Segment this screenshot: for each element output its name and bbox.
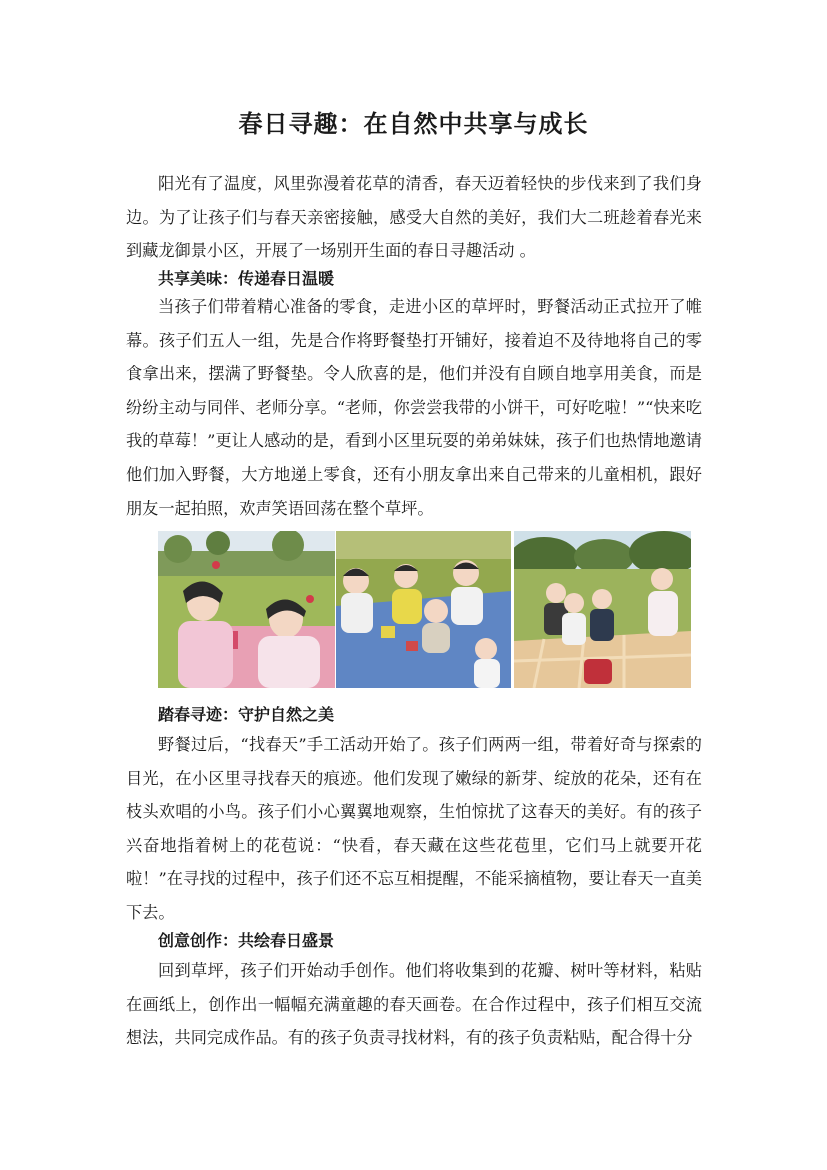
photo-picnic-blue-blanket bbox=[336, 531, 511, 688]
section-heading-sharing: 共享美味：传递春日温暖 bbox=[158, 269, 335, 288]
page-title: 春日寻趣：在自然中共享与成长 bbox=[238, 109, 589, 138]
intro-paragraph: 阳光有了温度，风里弥漫着花草的清香，春天迈着轻快的步伐来到了我们身边。为了让孩子们与春天亲密接触，感受大自然的美好，我们大二班趁着春光来到藏龙御景小区，开展了一场别开生面的春日寻趣活动 。 bbox=[126, 174, 702, 261]
section-heading-exploring: 踏春寻迹：守护自然之美 bbox=[158, 705, 335, 724]
section-text-creating: 回到草坪，孩子们开始动手创作。他们将收集到的花瓣、树叶等材料，粘贴在画纸上，创作出一幅幅充满童趣的春天画卷。在合作过程中，孩子们相互交流想法，共同完成作品。有的孩子负责寻找材料，有的孩子负责粘贴，配合得十分 bbox=[126, 961, 702, 1048]
photo-picnic-plaid-blanket bbox=[514, 531, 691, 688]
section-text-sharing: 当孩子们带着精心准备的零食，走进小区的草坪时，野餐活动正式拉开了帷幕。孩子们五人一组，先是合作将野餐垫打开铺好，接着迫不及待地将自己的零食拿出来，摆满了野餐垫。令人欣喜的是，他们并没有自顾自地享用美食，而是纷纷主动与同伴、老师分享。“老师，你尝尝我带的小饼干，可好吃啦！”“快来吃我的草莓！”更让人感动的是，看到小区里玩耍的弟弟妹妹，孩子们也热情地邀请他们加入野餐，大方地递上零食，还有小朋友拿出来自己带来的儿童相机，跟好朋友一起拍照，欢声笑语回荡在整个草坪。 bbox=[126, 297, 702, 518]
photo-picnic-girls bbox=[158, 531, 335, 688]
section-text-exploring: 野餐过后，“找春天”手工活动开始了。孩子们两两一组，带着好奇与探索的目光，在小区里寻找春天的痕迹。他们发现了嫩绿的新芽、绽放的花朵，还有在枝头欢唱的小鸟。孩子们小心翼翼地观察，生怕惊扰了这春天的美好。有的孩子兴奋地指着树上的花苞说：“快看，春天藏在这些花苞里，它们马上就要开花啦！”在寻找的过程中，孩子们还不忘互相提醒，不能采摘植物，要让春天一直美下去。 bbox=[126, 735, 702, 922]
section-heading-creating: 创意创作：共绘春日盛景 bbox=[158, 931, 335, 950]
